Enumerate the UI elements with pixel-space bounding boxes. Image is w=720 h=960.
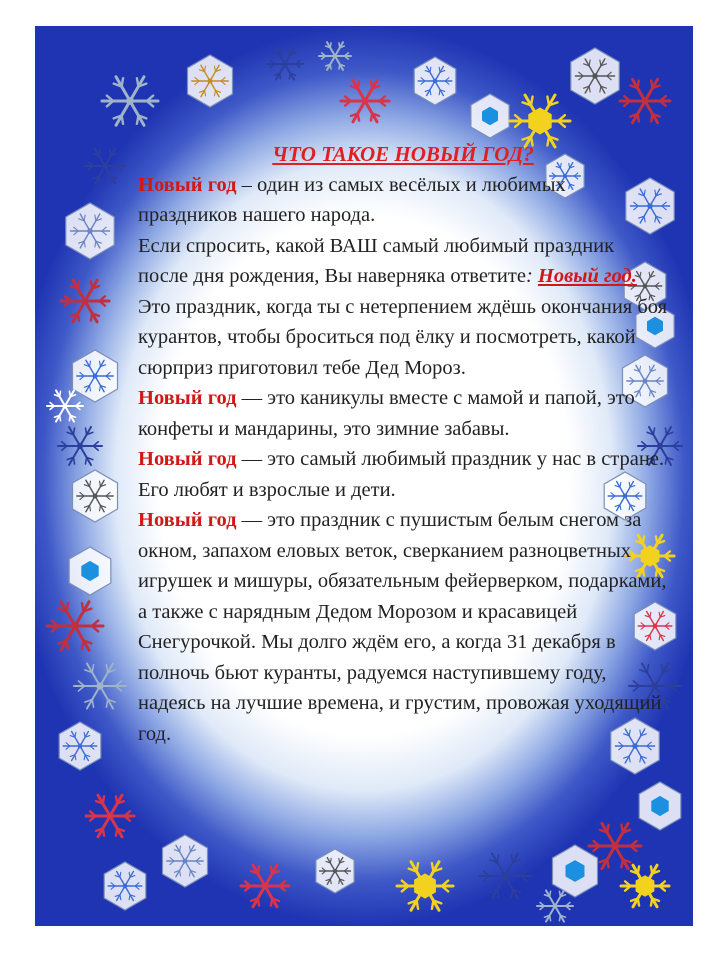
snowflake-icon (61, 280, 109, 322)
paragraph-6 (138, 505, 668, 749)
snowflake-icon (267, 48, 303, 79)
snowflake-icon (319, 42, 351, 70)
hexagon-snowflake-icon (471, 94, 509, 138)
snowflake-icon (397, 862, 453, 910)
hexagon-snowflake-icon (553, 845, 598, 897)
yellow-snowflake-icon (397, 862, 453, 910)
paragraph-text: Это праздник, когда ты с нетерпением ждёшь окончания боя курантов, чтобы броситься под ёлку и посмотреть, какой сюрприз приготовил тебе Дед Мороз. (138, 295, 668, 379)
hexagon-snowflake-icon (73, 350, 118, 402)
snowflake-icon (47, 390, 83, 421)
paragraph-text: – один из самых весёлых и любимых праздников нашего народа. (138, 173, 566, 226)
snowflake-icon (85, 149, 125, 184)
snowflake-icon (58, 427, 102, 465)
hexagon-snowflake-icon (163, 835, 208, 887)
paragraph-5 (138, 444, 668, 505)
paragraph-3 (138, 292, 668, 384)
paragraph-1 (138, 170, 668, 231)
hexagon-snowflake-icon (69, 547, 111, 595)
paragraph-2 (138, 231, 668, 292)
poster-sheet (35, 26, 693, 926)
highlight-new-year: Новый год (138, 509, 237, 531)
snowflake-icon (102, 77, 158, 125)
snowflake-icon (47, 602, 103, 650)
snowflake-icon (620, 79, 670, 122)
paragraph-text: — это каникулы вместе с мамой и папой, это конфеты и мандарины, это зимние забавы. (138, 387, 635, 440)
snowflake-icon (479, 853, 531, 898)
highlight-new-year: Новый год (138, 387, 237, 409)
hexagon-snowflake-icon (414, 57, 456, 105)
snowflake-icon (537, 890, 573, 921)
hexagon-snowflake-icon (66, 203, 114, 259)
article-text (138, 139, 668, 749)
hexagon-snowflake-icon (188, 55, 233, 107)
highlight-new-year: Новый год (138, 448, 237, 470)
hexagon-snowflake-icon (59, 722, 101, 770)
snowflake-icon (86, 795, 134, 837)
paragraph-colon: : (525, 265, 538, 287)
page-title: ЧТО ТАКОЕ НОВЫЙ ГОД? (272, 142, 534, 166)
snowflake-icon (241, 865, 289, 907)
yellow-snowflake-icon (621, 865, 669, 907)
paragraph-text: Если спросить, какой ВАШ самый любимый праздник после дня рождения, Вы наверняка ответите (138, 234, 615, 287)
hexagon-snowflake-icon (104, 862, 146, 910)
paragraph-text: — это праздник с пушистым белым снегом за окном, запахом еловых веток, сверканием разноцветных игрушек и мишуры, обязательным фейерверком, подарками, а также с нарядным Дедом Морозом и красавицей Снегурочкой. Мы долго ждём его, а когда 31 декабря в полночь бьют куранты, радуемся наступившему году, надеясь на лучшие времена, и грустим, провожая уходящий год. (138, 509, 667, 745)
snowflake-icon (74, 663, 126, 708)
highlight-new-year: Новый год (138, 173, 237, 196)
snowflake-icon (341, 80, 389, 122)
paragraph-text: — это самый любимый праздник у нас в стране. Его любят и взрослые и дети. (138, 448, 665, 501)
hexagon-snowflake-icon (571, 48, 619, 104)
hexagon-snowflake-icon (639, 782, 681, 830)
hexagon-snowflake-icon (316, 849, 354, 893)
snowflake-icon (621, 865, 669, 907)
hexagon-snowflake-icon (73, 470, 118, 522)
answer-new-year: Новый год. (537, 265, 637, 287)
paragraph-4 (138, 383, 668, 444)
